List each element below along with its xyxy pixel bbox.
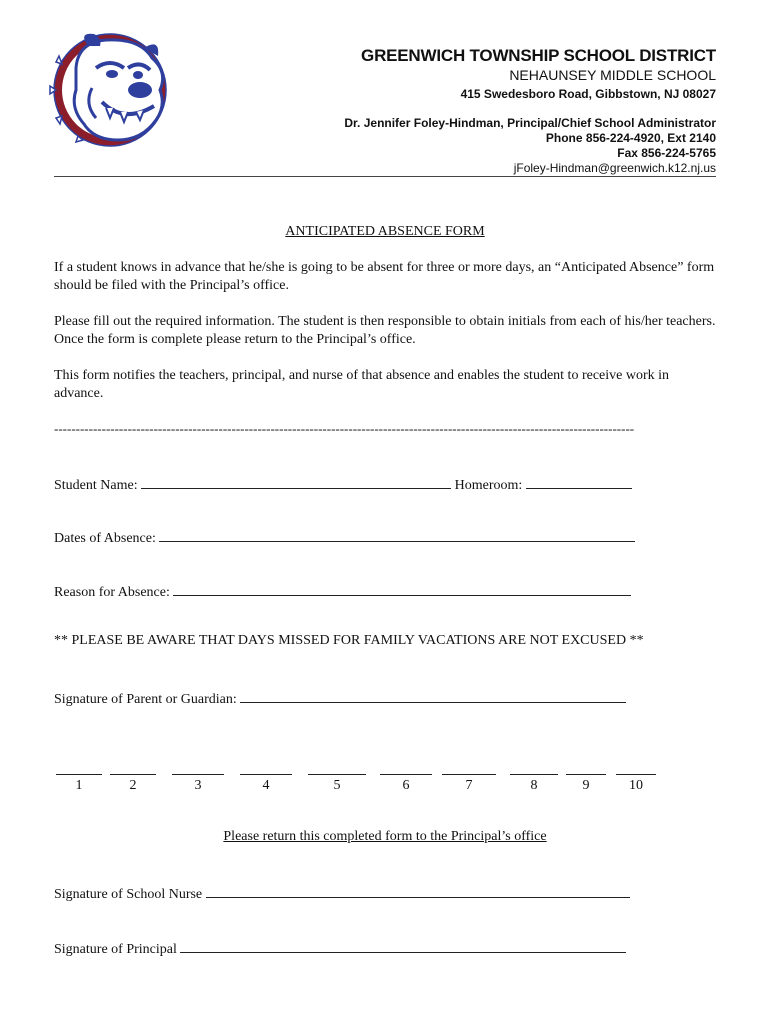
teacher-initial-slot[interactable] xyxy=(56,760,102,795)
teacher-slot-number: 2 xyxy=(129,778,137,793)
teacher-initial-slot[interactable] xyxy=(380,760,432,795)
teacher-initial-slot[interactable] xyxy=(566,760,606,795)
bulldog-mascot-icon xyxy=(48,28,174,150)
district-name: GREENWICH TOWNSHIP SCHOOL DISTRICT xyxy=(361,46,716,65)
instructions-paragraph-3: This form notifies the teachers, principal, and nurse of that absence and enables the student to receive work in advance. xyxy=(54,368,670,401)
letterhead xyxy=(296,46,716,176)
homeroom-label: Homeroom: xyxy=(454,478,523,493)
dates-of-absence-label: Dates of Absence: xyxy=(54,531,156,546)
reason-for-absence-label: Reason for Absence: xyxy=(54,585,170,600)
instructions-paragraph-1: If a student knows in advance that he/she is going to be absent for three or more days, an “Anticipated Absence” form should be filed with the Principal’s office. xyxy=(54,260,715,293)
student-name-row xyxy=(54,474,632,495)
teacher-slot-number: 9 xyxy=(582,778,590,793)
vacation-notice: ** PLEASE BE AWARE THAT DAYS MISSED FOR FAMILY VACATIONS ARE NOT EXCUSED ** xyxy=(54,633,644,648)
teacher-initial-slot[interactable] xyxy=(172,760,224,795)
teacher-initial-slot[interactable] xyxy=(110,760,156,795)
teacher-slot-number: 6 xyxy=(402,778,410,793)
student-name-label: Student Name: xyxy=(54,478,138,493)
principal-signature-label: Signature of Principal xyxy=(54,942,177,957)
reason-for-absence-input-line[interactable] xyxy=(173,581,631,596)
teacher-initial-slot[interactable] xyxy=(442,760,496,795)
teacher-initial-slot[interactable] xyxy=(308,760,366,795)
teacher-initial-slot[interactable] xyxy=(510,760,558,795)
teacher-slot-number: 5 xyxy=(333,778,341,793)
teacher-slot-number: 10 xyxy=(629,778,643,793)
dashed-separator: -------------------------------------------------------------------------------------------------------------------------------------- xyxy=(54,421,635,436)
phone-number: Phone 856-224-4920, Ext 2140 xyxy=(545,131,716,145)
reason-for-absence-row xyxy=(54,581,631,602)
dates-of-absence-input-line[interactable] xyxy=(159,527,635,542)
teacher-slot-number: 7 xyxy=(465,778,473,793)
student-name-input-line[interactable] xyxy=(141,474,451,489)
teacher-slot-number: 3 xyxy=(194,778,202,793)
teacher-initial-slot[interactable] xyxy=(240,760,292,795)
form-title: ANTICIPATED ABSENCE FORM xyxy=(285,224,485,239)
header-divider xyxy=(54,176,716,177)
dates-of-absence-row xyxy=(54,527,635,548)
parent-signature-row xyxy=(54,688,626,709)
nurse-signature-label: Signature of School Nurse xyxy=(54,887,203,902)
parent-signature-label: Signature of Parent or Guardian: xyxy=(54,692,237,707)
teacher-slot-number: 4 xyxy=(262,778,270,793)
homeroom-input-line[interactable] xyxy=(526,474,632,489)
fax-number: Fax 856-224-5765 xyxy=(617,146,716,160)
email-address: jFoley-Hindman@greenwich.k12.nj.us xyxy=(513,161,716,175)
principal-signature-row xyxy=(54,938,626,959)
nurse-signature-input-line[interactable] xyxy=(206,883,630,898)
school-name: NEHAUNSEY MIDDLE SCHOOL xyxy=(509,67,716,83)
teacher-slot-number: 8 xyxy=(530,778,538,793)
principal-signature-input-line[interactable] xyxy=(180,938,626,953)
nurse-signature-row xyxy=(54,883,630,904)
teacher-initial-slot[interactable] xyxy=(616,760,656,795)
return-instruction: Please return this completed form to the Principal’s office xyxy=(223,829,547,844)
school-address: 415 Swedesboro Road, Gibbstown, NJ 08027 xyxy=(460,87,716,101)
instructions-paragraph-2: Please fill out the required information. The student is then responsible to obtain initials from each of his/her teachers. Once the form is complete please return to the Principal’s office. xyxy=(54,314,716,347)
principal-name: Dr. Jennifer Foley-Hindman, Principal/Chief School Administrator xyxy=(344,116,716,130)
teacher-slot-number: 1 xyxy=(75,778,83,793)
parent-signature-input-line[interactable] xyxy=(240,688,626,703)
